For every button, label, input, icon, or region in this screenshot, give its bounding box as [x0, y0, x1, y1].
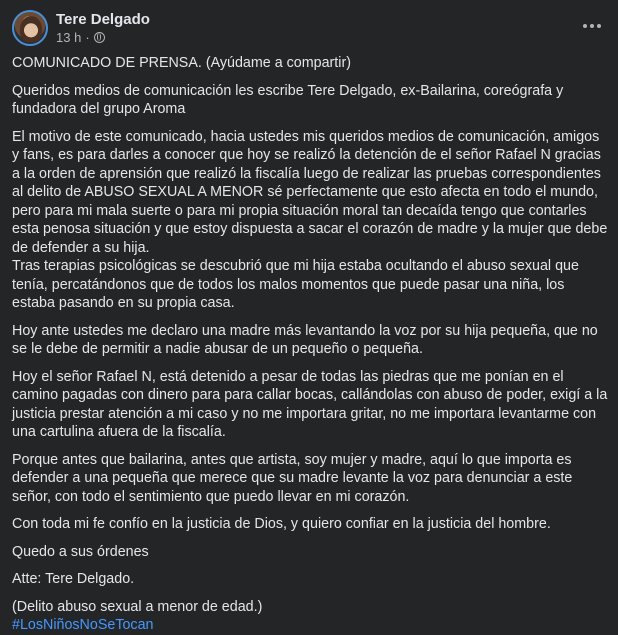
avatar-photo: [20, 16, 42, 42]
post-paragraph: COMUNICADO DE PRENSA. (Ayúdame a compartir): [12, 55, 351, 71]
post-subline: [56, 29, 150, 46]
post-paragraph: Quedo a sus órdenes: [12, 543, 149, 560]
post-body: [12, 54, 608, 635]
author-avatar[interactable]: [12, 10, 48, 46]
post-paragraph: Hoy ante ustedes me declaro una madre más levantando la voz por su hija pequeña, que no se le debe de permitir a nadie abusar de un pequeño o pequeña.: [12, 322, 598, 357]
hashtag-link[interactable]: #LosNiñosNoSeTocan: [12, 617, 154, 633]
post-paragraph: El motivo de este comunicado, hacia ustedes mis queridos medios de comunicación, amigos y fans, es para darles a conocer que hoy se realizó la detención de el señor Rafael N gracias a la orden de aprensión que realizó la fiscalía luego de realizar las pruebas correspondientes al delito de ABUSO SEXUAL A MENOR sé perfectamente que esto afecta en todo el mundo, pero para mi mala suerte o para mi propia situación moral tan decaída tengo que contarles esta penosa situación y que estoy dispuesta a sacar el corazón de madre y la mujer que debe de defender a su hija.: [12, 128, 608, 256]
post-header: [12, 8, 606, 48]
post-paragraph: Tras terapias psicológicas se descubrió que mi hija estaba ocultando el abuso sexual que tenía, percatándonos que de todos los malos momentos que puede pasar una niña, los estaba pasando en su propia casa.: [12, 258, 579, 311]
post-paragraph: Queridos medios de comunicación les escribe Tere Delgado, ex-Bailarina, coreógrafa y fundadora del grupo Aroma: [12, 82, 564, 117]
separator-dot: ·: [85, 30, 90, 45]
post-paragraph: Con toda mi fe confío en la justicia de Dios, y quiero confiar en la justicia del hombre.: [12, 516, 551, 532]
post-paragraph: Atte: Tere Delgado.: [12, 571, 135, 587]
post-meta: [56, 10, 150, 46]
more-dot: [590, 24, 594, 28]
more-dot: [597, 24, 601, 28]
post-paragraph: Hoy el señor Rafael N, está detenido a pesar de todas las piedras que me ponían en el camino pagadas con dinero para para callar bocas, callándolas con abuso de poder, exigí a la justicia prestar atención a mi caso y no me importara gritar, no me importara levantarme con una cartulina afuera de la fiscalía.: [12, 368, 608, 440]
author-name[interactable]: Tere Delgado: [56, 11, 150, 28]
post-paragraph: Porque antes que bailarina, antes que artista, soy mujer y madre, aquí lo que importa es defender a una pequeña que merece que su madre levante la voz para denunciar a este señor, con todo el sentimiento que puedo llevar en mi corazón.: [12, 451, 573, 505]
more-dot: [583, 24, 587, 28]
more-options-icon[interactable]: [578, 12, 606, 40]
post-paragraph: (Delito abuso sexual a menor de edad.): [12, 598, 263, 615]
post-timestamp[interactable]: 13 h: [56, 30, 82, 45]
globe-icon[interactable]: [94, 32, 105, 43]
